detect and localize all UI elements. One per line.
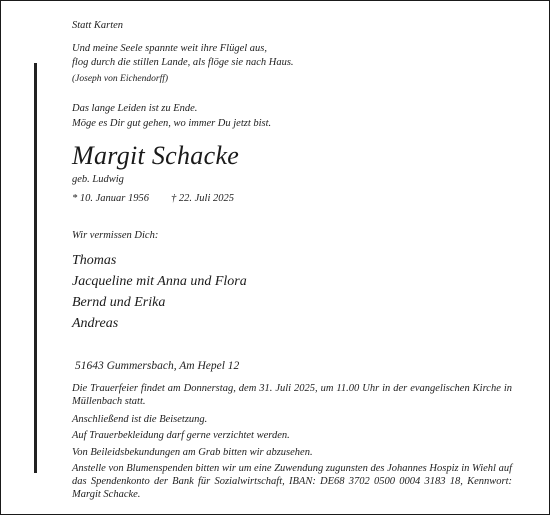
mourners-intro: Wir vermissen Dich: [72, 230, 159, 241]
address: 51643 Gummersbach, Am Hepel 12 [75, 360, 240, 372]
farewell-line-1: Das lange Leiden ist zu Ende. [72, 103, 198, 114]
funeral-notice: Die Trauerfeier findet am Donnerstag, dem 31. Juli 2025, um 11.00 Uhr in der evangelischen Kirche in Müllenbach statt. [72, 383, 512, 407]
maiden-name: geb. Ludwig [72, 174, 124, 185]
mourner-name: Jacqueline mit Anna und Flora [72, 274, 247, 289]
clothing-notice: Auf Trauerbekleidung darf gerne verzichtet werden. [72, 430, 290, 441]
death-date: † 22. Juli 2025 [171, 193, 234, 204]
condolences-notice: Von Beileidsbekundungen am Grab bitten wir abzusehen. [72, 447, 313, 458]
farewell-line-2: Möge es Dir gut gehen, wo immer Du jetzt bist. [72, 118, 272, 129]
poem-line-2: flog durch die stillen Lande, als flöge sie nach Haus. [72, 57, 294, 68]
donation-notice: Anstelle von Blumenspenden bitten wir um eine Zuwendung zugunsten des Johannes Hospiz in Wiehl auf das Spendenkonto der Bank für Sozialwirtschaft, IBAN: DE68 3702 0500 0004 3183 18, Kennwort: Margit Schacke. [72, 463, 512, 500]
mourner-name: Bernd und Erika [72, 295, 166, 310]
mourner-name: Andreas [72, 316, 119, 331]
vertical-rule [34, 63, 37, 473]
mourner-name: Thomas [72, 253, 117, 268]
poem-line-1: Und meine Seele spannte weit ihre Flügel aus, [72, 43, 267, 54]
statt-karten: Statt Karten [72, 20, 124, 31]
deceased-name: Margit Schacke [72, 141, 240, 170]
poem-author: (Joseph von Eichendorff) [72, 74, 169, 84]
burial-notice: Anschließend ist die Beisetzung. [72, 414, 208, 425]
birth-date: * 10. Januar 1956 [72, 193, 149, 204]
